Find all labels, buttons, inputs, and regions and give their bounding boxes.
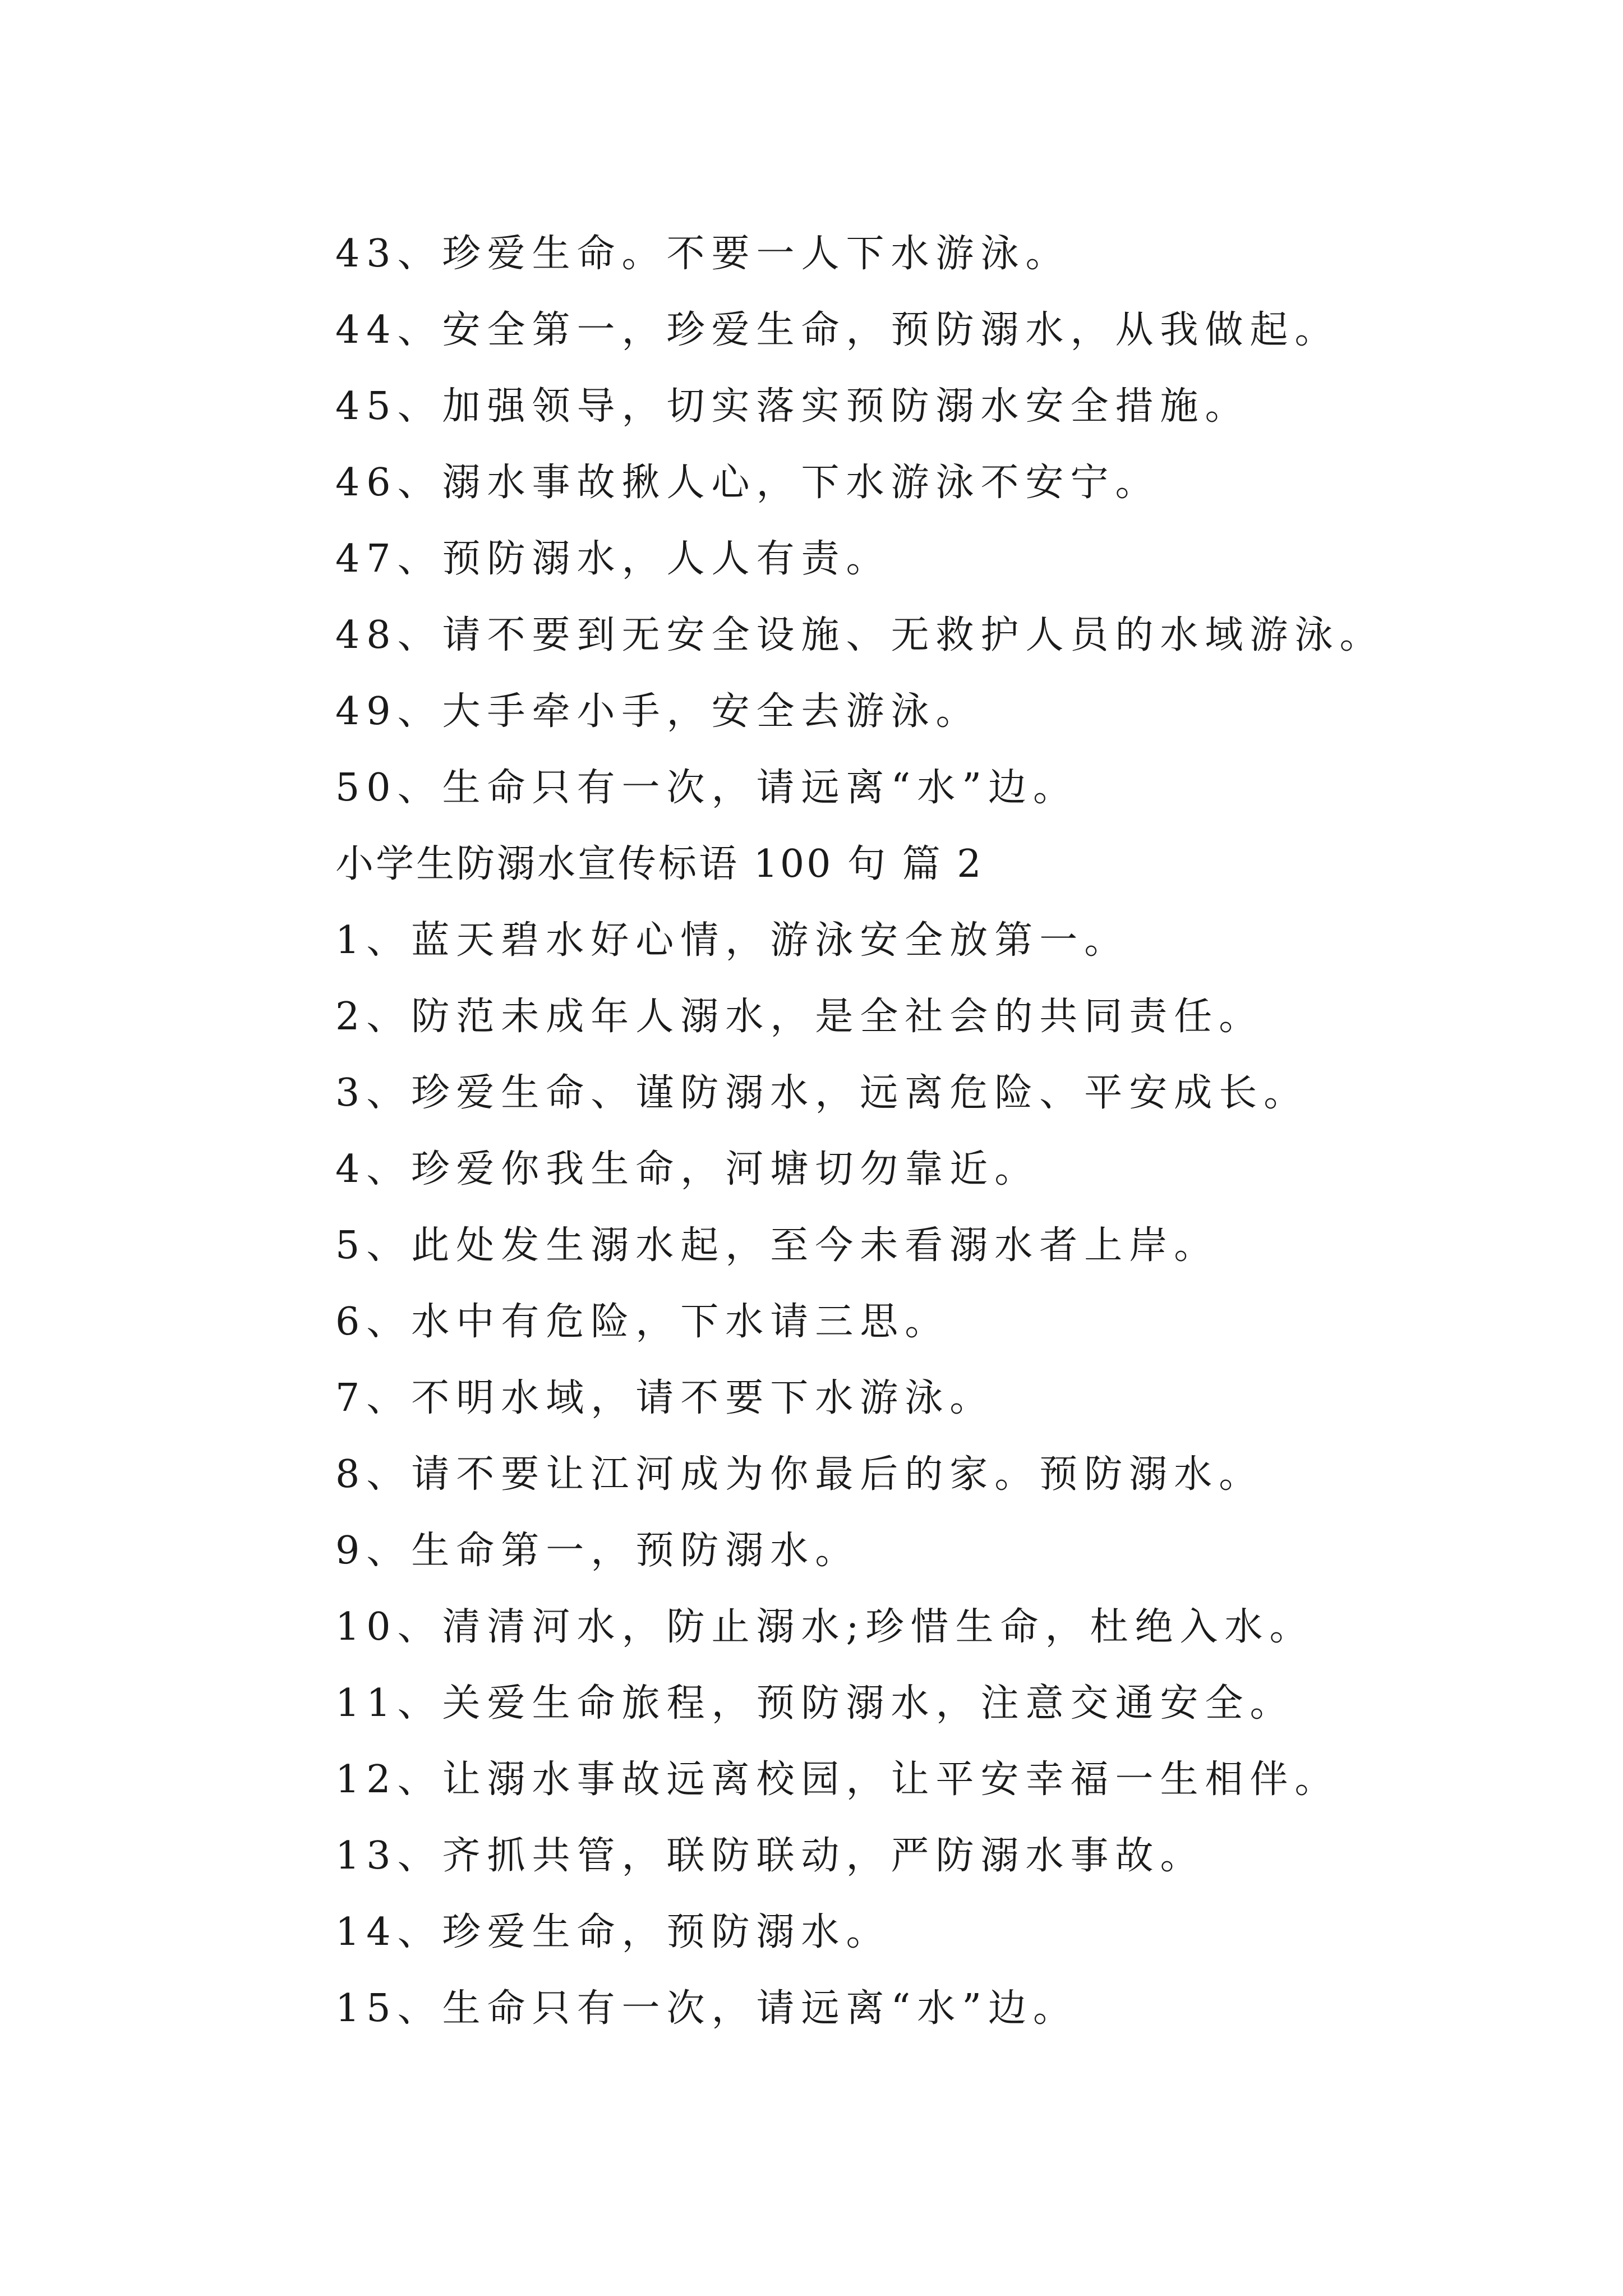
slogan-line: 46、溺水事故揪人心，下水游泳不安宁。 <box>335 461 1160 505</box>
slogan-line: 15、生命只有一次，请远离“水”边。 <box>335 1986 1078 2031</box>
slogan-line: 1、蓝天碧水好心情，游泳安全放第一。 <box>335 918 1129 963</box>
slogan-line: 7、不明水域，请不要下水游泳。 <box>335 1376 995 1420</box>
slogan-line: 13、齐抓共管，联防联动，严防溺水事故。 <box>335 1834 1205 1878</box>
slogan-line: 10、清清河水，防止溺水;珍惜生命，杜绝入水。 <box>335 1605 1315 1649</box>
slogan-line: 2、防范未成年人溺水，是全社会的共同责任。 <box>335 995 1264 1039</box>
slogan-line: 14、珍爱生命，预防溺水。 <box>335 1910 891 1954</box>
slogan-line: 5、此处发生溺水起，至今未看溺水者上岸。 <box>335 1223 1219 1268</box>
slogan-line: 8、请不要让江河成为你最后的家。预防溺水。 <box>335 1452 1264 1497</box>
slogan-line: 44、安全第一，珍爱生命，预防溺水，从我做起。 <box>335 308 1340 352</box>
slogan-line: 9、生命第一，预防溺水。 <box>335 1529 860 1573</box>
slogan-line: 49、大手牵小手，安全去游泳。 <box>335 689 981 734</box>
slogan-line: 4、珍爱你我生命，河塘切勿靠近。 <box>335 1147 1040 1191</box>
slogan-line: 43、珍爱生命。不要一人下水游泳。 <box>335 232 1071 276</box>
slogan-line: 12、让溺水事故远离校园，让平安幸福一生相伴。 <box>335 1757 1340 1802</box>
section-heading: 小学生防溺水宣传标语 100 句 篇 2 <box>335 842 984 886</box>
document-body <box>335 216 1457 2047</box>
slogan-line: 3、珍爱生命、谨防溺水，远离危险、平安成长。 <box>335 1071 1309 1115</box>
slogan-line: 11、关爱生命旅程，预防溺水，注意交通安全。 <box>335 1681 1295 1726</box>
slogan-line: 47、预防溺水，人人有责。 <box>335 537 891 581</box>
slogan-line: 50、生命只有一次，请远离“水”边。 <box>335 766 1078 810</box>
slogan-line: 48、请不要到无安全设施、无救护人员的水域游泳。 <box>335 613 1385 657</box>
slogan-line: 6、水中有危险，下水请三思。 <box>335 1300 950 1344</box>
slogan-line: 45、加强领导，切实落实预防溺水安全措施。 <box>335 384 1250 429</box>
